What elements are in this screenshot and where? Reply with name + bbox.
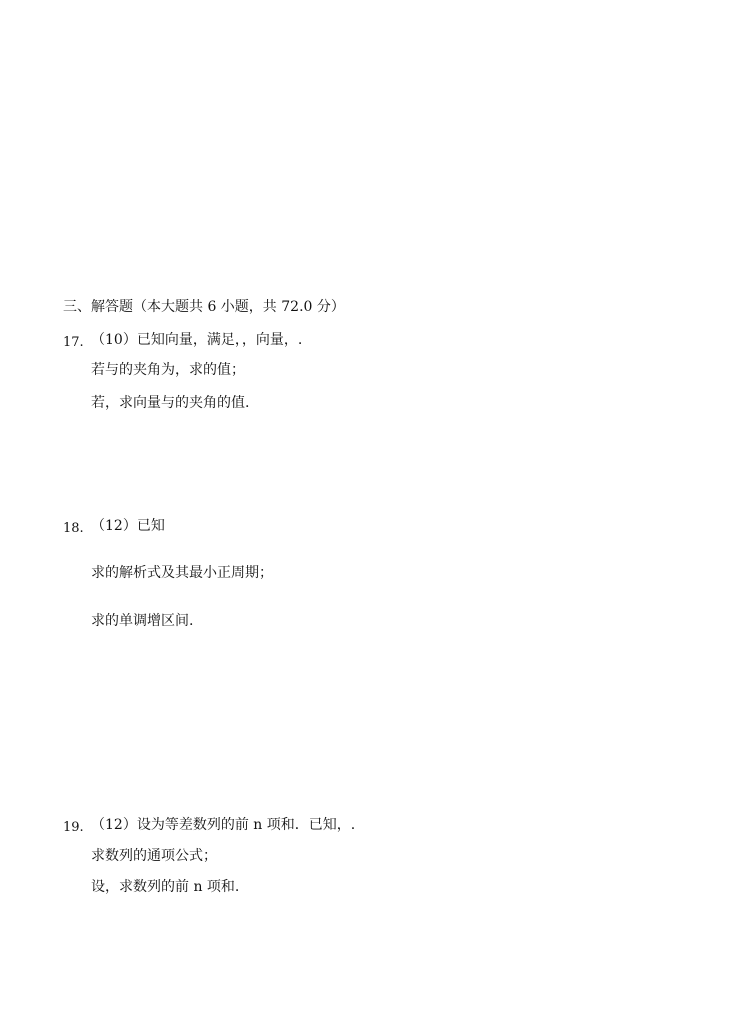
question-18-number: 18. (63, 521, 84, 536)
question-19-part-2: 设，求数列的前 n 项和. (91, 879, 240, 895)
question-19-number: 19. (63, 820, 84, 835)
question-17-number: 17. (63, 335, 84, 350)
section-title: 三、解答题（本大题共 6 小题，共 72.0 分） (63, 299, 345, 315)
question-18-stem: （12）已知 (91, 518, 165, 534)
question-19-part-1: 求数列的通项公式； (91, 848, 217, 864)
question-18-part-1: 求的解析式及其最小正周期； (91, 565, 273, 581)
question-17-part-1: 若与的夹角为，求的值； (91, 362, 245, 378)
question-19-stem: （12）设为等差数列的前 n 项和．已知，. (91, 817, 356, 833)
question-17-stem: （10）已知向量，满足，，向量，. (91, 332, 303, 348)
question-18-part-2: 求的单调增区间. (91, 613, 194, 629)
question-17-part-2: 若，求向量与的夹角的值. (91, 395, 250, 411)
